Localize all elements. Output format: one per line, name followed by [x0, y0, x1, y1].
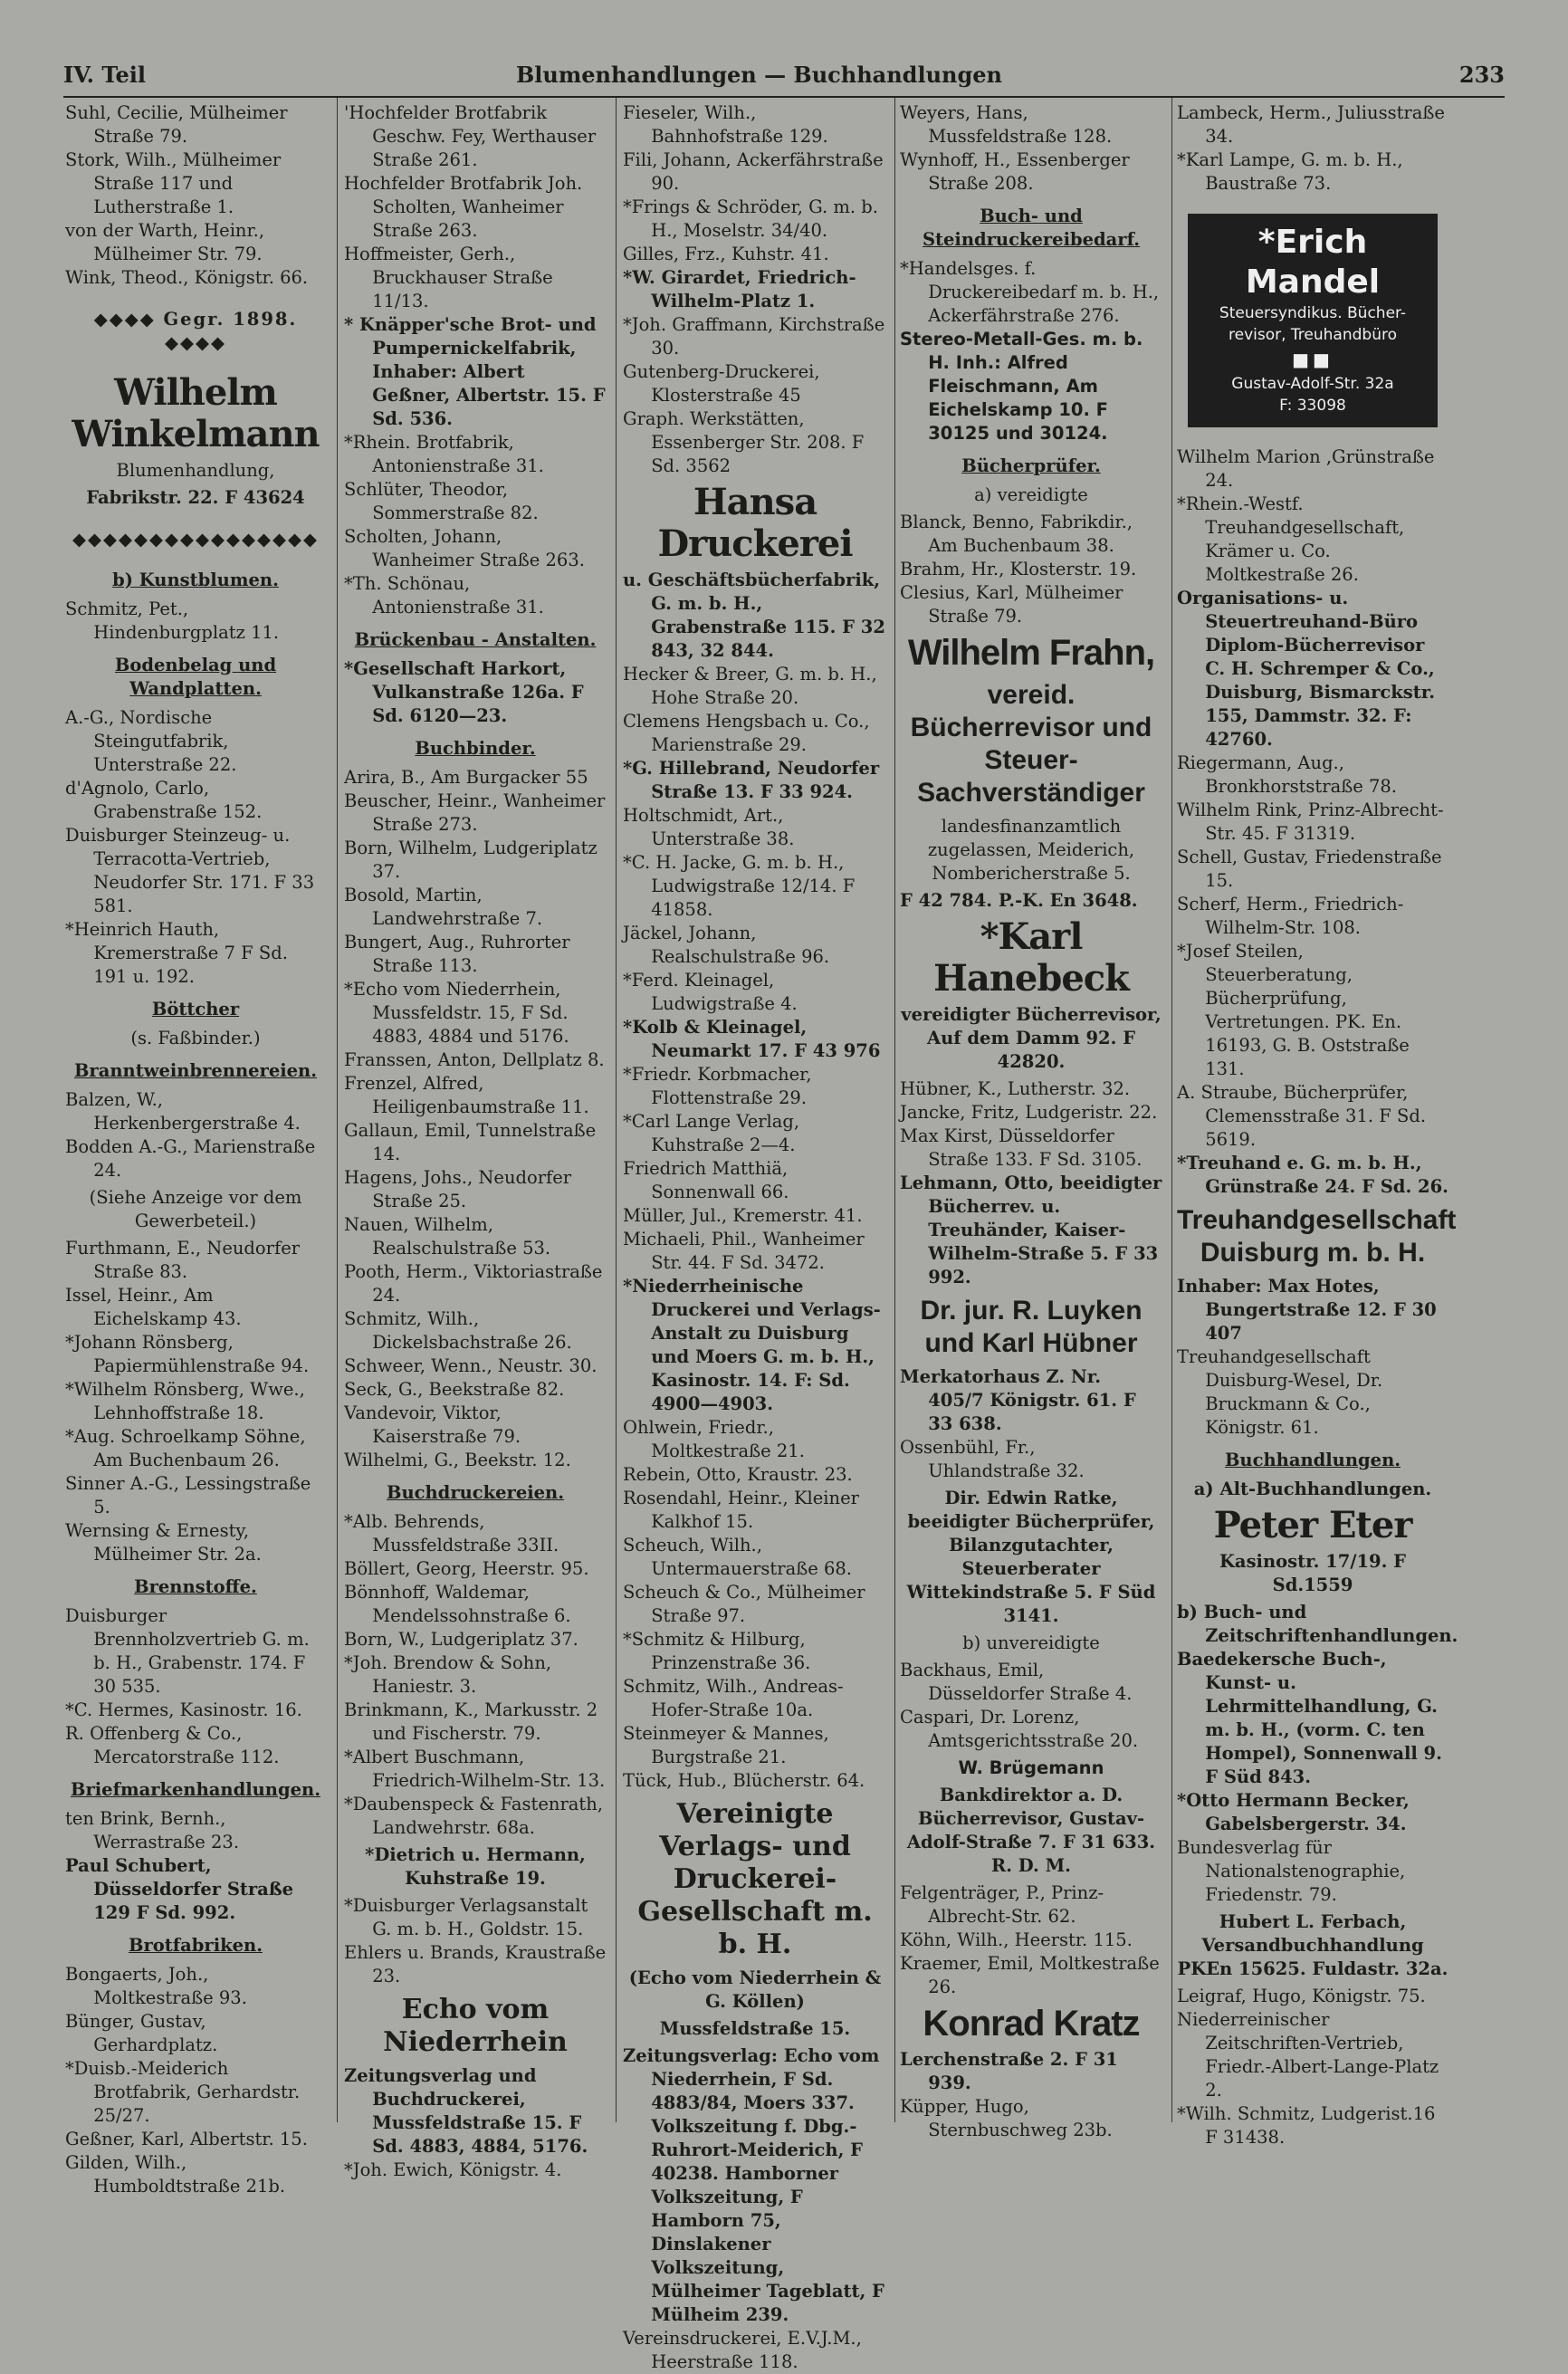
directory-entry: Kraemer, Emil, Moltkestraße 26.	[900, 1953, 1160, 1997]
directory-entry: *Wilhelm Rönsberg, Wwe., Lehnhoffstraße 18.	[65, 1379, 305, 1423]
directory-entry: Frenzel, Alfred, Heiligenbaumstraße 11.	[344, 1073, 589, 1117]
directory-entry: Baedekersche Buch-, Kunst- u. Lehrmittelhandlung, G. m. b. H., (vorm. C. ten Hompel), Sonnenwall 9. F Süd 843.	[1177, 1649, 1442, 1787]
directory-entry: Schmitz, Wilh., Dickelsbachstraße 26.	[344, 1308, 572, 1353]
display-advertisement: Dr. jur. R. Luyken und Karl Hübner	[920, 1296, 1143, 1358]
directory-entry: Scheuch, Wilh., Untermauerstraße 68.	[623, 1535, 852, 1579]
directory-entry: Pooth, Herm., Viktoriastraße 24.	[344, 1261, 603, 1306]
directory-entry: Weyers, Hans, Mussfeldstraße 128.	[900, 102, 1113, 147]
display-advertisement: Wilhelm Winkelmann	[72, 371, 320, 455]
ad-mark: ■■	[1292, 349, 1334, 370]
centered-text: (s. Faßbinder.)	[130, 1028, 261, 1048]
directory-entry: Bodden A.-G., Marienstraße 24.	[65, 1136, 316, 1181]
directory-entry: *Treuhand e. G. m. b. H., Grünstraße 24. F Sd. 26.	[1177, 1153, 1448, 1197]
section-heading: Buchbinder.	[415, 738, 536, 759]
directory-entry: Arira, B., Am Burgacker 55	[344, 767, 588, 788]
column-3	[623, 101, 887, 2372]
directory-entry: Nauen, Wilhelm, Realschulstraße 53.	[344, 1214, 551, 1259]
directory-entry: Bönnhoff, Waldemar, Mendelssohnstraße 6.	[344, 1582, 571, 1626]
directory-entry: Jäckel, Johann, Realschulstraße 96.	[623, 923, 830, 967]
display-advertisement: vereid. Bücherrevisor und Steuer-Sachverständiger	[910, 680, 1152, 808]
section-heading: Böttcher	[151, 999, 240, 1019]
directory-entry: Beuscher, Heinr., Wanheimer Straße 273.	[344, 790, 606, 835]
directory-entry: Zeitungsverlag: Echo vom Niederrhein, F Sd. 4883/84, Moers 337. Volkszeitung f. Dbg.-Ruhrort-Meiderich, F 40238. Hamborner Volkszeitung, F Hamborn 75, Dinslakener Volkszeitung, Mülheimer Tageblatt, F Mülheim 239.	[623, 2045, 884, 2325]
column-divider	[616, 98, 617, 2122]
directory-entry: Ehlers u. Brands, Kraustraße 23.	[344, 1942, 607, 1986]
directory-entry: Ossenbühl, Fr., Uhlandstraße 32.	[900, 1437, 1085, 1481]
directory-entry: Clemens Hengsbach u. Co., Marienstraße 29.	[623, 711, 870, 755]
directory-entry: Stork, Wilh., Mülheimer Straße 117 und Lutherstraße 1.	[65, 149, 282, 217]
display-advertisement: Peter Eter	[1213, 1504, 1412, 1546]
directory-entry: *Duisburger Verlagsanstalt G. m. b. H., Goldstr. 15.	[344, 1895, 588, 1939]
directory-entry: Lerchenstraße 2. F 31 939.	[900, 2049, 1118, 2093]
column-1	[65, 101, 326, 2197]
directory-entry: R. Offenberg & Co., Mercatorstraße 112.	[65, 1723, 280, 1767]
directory-entry: Friedrich Matthiä, Sonnenwall 66.	[623, 1158, 789, 1202]
directory-entry: *Niederrheinische Druckerei und Verlags-Anstalt zu Duisburg und Moers G. m. b. H., Kasinostr. 14. F: Sd. 4900—4903.	[623, 1276, 881, 1414]
directory-entry: Schmitz, Pet., Hindenburgplatz 11.	[65, 598, 280, 643]
directory-entry: Schmitz, Wilh., Andreas-Hofer-Straße 10a.	[623, 1676, 844, 1720]
directory-entry: Born, Wilhelm, Ludgeriplatz 37.	[344, 838, 598, 882]
directory-entry: Bundesverlag für Nationalstenographie, Friedenstr. 79.	[1177, 1837, 1406, 1905]
directory-entry: Graph. Werkstätten, Essenberger Str. 208. F Sd. 3562	[623, 408, 865, 476]
directory-entry: Tück, Hub., Blücherstr. 64.	[623, 1770, 865, 1791]
centered-text: a) Alt-Buchhandlungen.	[1193, 1479, 1432, 1499]
directory-entry: *Friedr. Korbmacher, Flottenstraße 29.	[623, 1064, 812, 1108]
directory-entry: *Alb. Behrends, Mussfeldstraße 33II.	[344, 1511, 559, 1556]
directory-entry: Blanck, Benno, Fabrikdir., Am Buchenbaum 38.	[900, 512, 1133, 556]
directory-entry: Bünger, Gustav, Gerhardplatz.	[65, 2011, 218, 2055]
display-advertisement: Hansa Druckerei	[657, 481, 853, 565]
ad-line: Steuersyndikus. Bücher-	[1219, 304, 1407, 322]
column-5	[1177, 101, 1458, 2148]
section-heading: Buch- und Steindruckereibedarf.	[922, 206, 1141, 250]
part-label: IV. Teil	[63, 62, 146, 88]
directory-entry: Hoffmeister, Gerh., Bruckhauser Straße 11/13.	[344, 244, 553, 311]
directory-entry: Schell, Gustav, Friedenstraße 15.	[1177, 847, 1442, 891]
directory-entry: A.-G., Nordische Steingutfabrik, Unterstraße 22.	[65, 707, 237, 775]
centered-text: (Siehe Anzeige vor dem Gewerbeteil.)	[89, 1187, 302, 1231]
directory-entry: *Heinrich Hauth, Kremerstraße 7 F Sd. 191 u. 192.	[65, 919, 288, 987]
directory-entry: *Josef Steilen, Steuerberatung, Bücherprüfung, Vertretungen. PK. En. 16193, G. B. Oststraße 131.	[1177, 941, 1410, 1079]
display-advertisement: Treuhandgesellschaft Duisburg m. b. H.	[1177, 1205, 1457, 1268]
directory-entry: Bosold, Martin, Landwehrstraße 7.	[344, 885, 543, 929]
directory-entry: Wynhoff, H., Essenberger Straße 208.	[900, 149, 1130, 194]
directory-entry: *Th. Schönau, Antonienstraße 31.	[344, 573, 544, 617]
directory-entry: Paul Schubert, Düsseldorfer Straße 129 F Sd. 992.	[65, 1855, 294, 1923]
directory-entry: Lambeck, Herm., Juliusstraße 34.	[1177, 102, 1445, 147]
directory-entry: *C. H. Jacke, G. m. b. H., Ludwigstraße 12/14. F 41858.	[623, 852, 856, 920]
directory-entry: Duisburger Steinzeug- u. Terracotta-Vertrieb, Neudorfer Str. 171. F 33 581.	[65, 825, 315, 916]
directory-entry: Steinmeyer & Mannes, Burgstraße 21.	[623, 1723, 829, 1767]
directory-entry: Franssen, Anton, Dellplatz 8.	[344, 1049, 605, 1070]
directory-entry: Gilles, Frz., Kuhstr. 41.	[623, 244, 829, 264]
directory-entry: *Frings & Schröder, G. m. b. H., Moselstr. 34/40.	[623, 196, 878, 241]
directory-entry: Inhaber: Max Hotes, Bungertstraße 12. F 30 407	[1177, 1276, 1437, 1344]
directory-entry: Fieseler, Wilh., Bahnhofstraße 129.	[623, 102, 828, 147]
directory-entry: Schweer, Wenn., Neustr. 30.	[344, 1355, 598, 1376]
directory-entry: Vereinsdruckerei, E.V.J.M., Heerstraße 118.	[623, 2328, 862, 2372]
directory-entry: Geßner, Karl, Albertstr. 15.	[65, 2129, 308, 2149]
directory-entry: Scheuch & Co., Mülheimer Straße 97.	[623, 1582, 865, 1626]
directory-entry: u. Geschäftsbücherfabrik, G. m. b. H., Grabenstraße 115. F 32 843, 32 844.	[623, 570, 885, 661]
directory-entry: *Otto Hermann Becker, Gabelsbergerstr. 34.	[1177, 1790, 1410, 1834]
directory-entry: *Handelsges. f. Druckereibedarf m. b. H., Ackerfährstraße 276.	[900, 258, 1160, 326]
centered-text: Bankdirektor a. D. Bücherrevisor, Gustav-Adolf-Straße 7. F 31 633. R. D. M.	[906, 1785, 1156, 1876]
directory-entry: Rosendahl, Heinr., Kleiner Kalkhof 15.	[623, 1488, 859, 1532]
display-advertisement: Wilhelm Frahn,	[907, 633, 1155, 673]
directory-entry: *Albert Buschmann, Friedrich-Wilhelm-Str. 13.	[344, 1747, 606, 1791]
centered-text: Fabrikstr. 22. F 43624	[86, 487, 305, 508]
directory-entry: Hagens, Johs., Neudorfer Straße 25.	[344, 1167, 572, 1211]
directory-entry: Treuhandgesellschaft Duisburg-Wesel, Dr. Bruckmann & Co., Königstr. 61.	[1177, 1346, 1383, 1438]
centered-text: landesfinanzamtlich zugelassen, Meiderich, Nombericherstraße 5.	[927, 816, 1135, 884]
ad-address: Gustav-Adolf-Str. 32a	[1231, 375, 1394, 393]
directory-entry: Leigraf, Hugo, Königstr. 75.	[1177, 1986, 1426, 2006]
directory-entry: Issel, Heinr., Am Eichelskamp 43.	[65, 1285, 242, 1329]
directory-entry: Küpper, Hugo, Sternbuschweg 23b.	[900, 2096, 1113, 2140]
centered-text: Kasinostr. 17/19. F Sd.1559	[1219, 1551, 1407, 1595]
directory-entry: Bongaerts, Joh., Moltkestraße 93.	[65, 1964, 247, 2008]
directory-entry: *Kolb & Kleinagel, Neumarkt 17. F 43 976	[623, 1017, 881, 1061]
column-2	[344, 101, 607, 2180]
directory-entry: Zeitungsverlag und Buchdruckerei, Mussfeldstraße 15. F Sd. 4883, 4884, 5176.	[344, 2065, 588, 2157]
directory-entry: Hochfelder Brotfabrik Joh. Scholten, Wanheimer Straße 263.	[344, 173, 583, 241]
directory-entry: *Aug. Schroelkamp Söhne, Am Buchenbaum 26.	[65, 1426, 306, 1470]
directory-entry: von der Warth, Heinr., Mülheimer Str. 79.	[65, 220, 265, 264]
directory-entry: *Rhein.-Westf. Treuhandgesellschaft, Krämer u. Co. Moltkestraße 26.	[1177, 493, 1405, 585]
centered-text: (Echo vom Niederrhein & G. Köllen)	[628, 1967, 882, 2012]
directory-entry: *C. Hermes, Kasinostr. 16.	[65, 1699, 302, 1720]
column-divider	[337, 98, 338, 2122]
directory-entry: Riegermann, Aug., Bronkhorststraße 78.	[1177, 752, 1397, 797]
directory-entry: *Duisb.-Meiderich Brotfabrik, Gerhardstr. 25/27.	[65, 2058, 301, 2126]
directory-entry: Sinner A.-G., Lessingstraße 5.	[65, 1473, 311, 1517]
directory-entry: Organisations- u. Steuertreuhand-Büro Diplom-Bücherrevisor C. H. Schremper & Co., Duisburg, Bismarckstr. 155, Dammstr. 32. F: 42760.	[1177, 588, 1436, 750]
directory-entry: Gilden, Wilh., Humboldtstraße 21b.	[65, 2152, 286, 2197]
directory-entry: Holtschmidt, Art., Unterstraße 38.	[623, 805, 795, 849]
section-heading: Buchhandlungen.	[1224, 1450, 1401, 1470]
directory-entry: *Joh. Brendow & Sohn, Haniestr. 3.	[344, 1652, 552, 1697]
directory-entry: Brinkmann, K., Markusstr. 2 und Fischerstr. 79.	[344, 1699, 598, 1744]
display-advertisement: Konrad Kratz	[923, 2004, 1140, 2044]
directory-entry: Balzen, W., Herkenbergerstraße 4.	[65, 1089, 301, 1134]
section-heading: b) Kunstblumen.	[112, 570, 279, 590]
ad-name: *Erich Mandel	[1245, 224, 1381, 301]
display-advertisement: Vereinigte Verlags- und Druckerei-Gesellschaft m. b. H.	[637, 1798, 873, 1960]
directory-entry: *Joh. Ewich, Königstr. 4.	[344, 2159, 562, 2180]
directory-entry: Stereo-Metall-Ges. m. b. H. Inh.: Alfred Fleischmann, Am Eichelskamp 10. F 30125 und 30124.	[900, 329, 1143, 444]
directory-entry: Wink, Theod., Königstr. 66.	[65, 267, 309, 288]
directory-entry: Vandevoir, Viktor, Kaiserstraße 79.	[344, 1402, 521, 1447]
ornament-line: ◆◆◆◆◆◆◆◆◆◆◆◆◆◆◆◆	[72, 528, 319, 550]
centered-text: Hubert L. Ferbach, Versandbuchhandlung PKEn 15625. Fuldastr. 32a.	[1177, 1911, 1448, 1979]
page-number: 233	[1458, 62, 1505, 88]
directory-entry: *Johann Rönsberg, Papiermühlenstraße 94.	[65, 1332, 310, 1376]
directory-entry: Scherf, Herm., Friedrich-Wilhelm-Str. 108.	[1177, 894, 1404, 938]
directory-entry: Backhaus, Emil, Düsseldorfer Straße 4.	[900, 1660, 1133, 1704]
directory-entry: ten Brink, Bernh., Werrastraße 23.	[65, 1808, 240, 1852]
boxed-advertisement	[1188, 214, 1438, 427]
section-heading: Brotfabriken.	[129, 1935, 263, 1956]
directory-entry: Rebein, Otto, Kraustr. 23.	[623, 1464, 853, 1485]
ad-phone: F: 33098	[1279, 397, 1346, 415]
directory-entry: Gallaun, Emil, Tunnelstraße 14.	[344, 1120, 597, 1164]
directory-entry: Müller, Jul., Kremerstr. 41.	[623, 1205, 863, 1226]
section-heading: Buchdruckereien.	[386, 1482, 565, 1503]
directory-entry: *G. Hillebrand, Neudorfer Straße 13. F 33 924.	[623, 758, 880, 802]
section-heading: Brennstoffe.	[134, 1576, 257, 1597]
directory-entry: Lehmann, Otto, beeidigter Bücherrev. u. Treuhänder, Kaiser-Wilhelm-Straße 5. F 33 992.	[900, 1173, 1162, 1288]
directory-entry: Bungert, Aug., Ruhrorter Straße 113.	[344, 932, 570, 976]
directory-entry: b) Buch- und Zeitschriftenhandlungen.	[1177, 1602, 1458, 1646]
column-4	[900, 101, 1162, 2140]
directory-entry: Wilhelm Rink, Prinz-Albrecht-Str. 45. F 31319.	[1177, 799, 1444, 844]
column-divider	[894, 98, 895, 2122]
directory-entry: Max Kirst, Düsseldorfer Straße 133. F Sd. 3105.	[900, 1125, 1143, 1170]
directory-entry: Felgenträger, P., Prinz-Albrecht-Str. 62.	[900, 1882, 1104, 1927]
directory-entry: *Rhein. Brotfabrik, Antonienstraße 31.	[344, 432, 544, 476]
directory-entry: *Gesellschaft Harkort, Vulkanstraße 126a. F Sd. 6120—23.	[344, 658, 584, 726]
directory-entry: *Joh. Graffmann, Kirchstraße 30.	[623, 314, 885, 359]
section-heading: Briefmarkenhandlungen.	[71, 1779, 320, 1800]
display-advertisement: Echo vom Niederrhein	[383, 1994, 568, 2058]
directory-entry: *Ferd. Kleinagel, Ludwigstraße 4.	[623, 970, 798, 1014]
ad-line: revisor, Treuhandbüro	[1229, 326, 1397, 344]
directory-entry: Hecker & Breer, G. m. b. H., Hohe Straße 20.	[623, 664, 877, 708]
directory-entry: Wernsing & Ernesty, Mülheimer Str. 2a.	[65, 1520, 262, 1565]
centered-text: Dir. Edwin Ratke, beeidigter Bücherprüfer, Bilanzgutachter, Steuerberater Wittekindstraße 5. F Süd 3141.	[906, 1488, 1156, 1626]
directory-entry: Scholten, Johann, Wanheimer Straße 263.	[344, 526, 585, 570]
directory-entry: Köhn, Wilh., Heerstr. 115.	[900, 1929, 1133, 1950]
directory-entry: Fili, Johann, Ackerfährstraße 90.	[623, 149, 884, 194]
directory-entry: *Wilh. Schmitz, Ludgerist.16 F 31438.	[1177, 2103, 1436, 2148]
header-rule	[63, 96, 1505, 98]
centered-text: Mussfeldstraße 15.	[659, 2018, 851, 2039]
display-advertisement: *Karl Hanebeck	[933, 915, 1129, 1000]
centered-text: b) unvereidigte	[962, 1632, 1100, 1653]
section-heading: Branntweinbrennereien.	[73, 1060, 318, 1081]
page-header	[63, 62, 1505, 94]
directory-entry: A. Straube, Bücherprüfer, Clemensstraße 31. F Sd. 5619.	[1177, 1082, 1427, 1150]
centered-text: Blumenhandlung,	[116, 460, 275, 481]
directory-entry: Merkatorhaus Z. Nr. 405/7 Königstr. 61. F 33 638.	[900, 1366, 1136, 1434]
directory-entry: Ohlwein, Friedr., Moltkestraße 21.	[623, 1417, 805, 1461]
directory-entry: Niederreinischer Zeitschriften-Vertrieb, Friedr.-Albert-Lange-Platz 2.	[1177, 2009, 1439, 2101]
centered-text: W. Brügemann	[958, 1757, 1104, 1778]
section-heading: Bodenbelag und Wandplatten.	[114, 655, 277, 699]
directory-entry: Jancke, Fritz, Ludgeristr. 22.	[900, 1102, 1158, 1123]
column-divider	[1171, 98, 1172, 2122]
directory-entry: Clesius, Karl, Mülheimer Straße 79.	[900, 582, 1123, 627]
directory-entry: *Daubenspeck & Fastenrath, Landwehrstr. 68a.	[344, 1794, 603, 1838]
directory-entry: Hübner, K., Lutherstr. 32.	[900, 1078, 1131, 1099]
directory-entry: Schlüter, Theodor, Sommerstraße 82.	[344, 479, 539, 523]
directory-entry: * Knäpper'sche Brot- und Pumpernickelfabrik, Inhaber: Albert Geßner, Albertstr. 15. F Sd. 536.	[344, 314, 606, 429]
directory-entry: Gutenberg-Druckerei, Klosterstraße 45	[623, 361, 820, 406]
centered-text: *Dietrich u. Hermann, Kuhstraße 19.	[365, 1844, 586, 1889]
running-title: Blumenhandlungen — Buchhandlungen	[516, 62, 1002, 88]
directory-entry: Michaeli, Phil., Wanheimer Str. 44. F Sd. 3472.	[623, 1229, 865, 1273]
directory-entry: Brahm, Hr., Klosterstr. 19.	[900, 559, 1137, 579]
centered-text: vereidigter Bücherrevisor, Auf dem Damm 92. F 42820.	[901, 1004, 1162, 1072]
directory-entry: *Echo vom Niederrhein, Mussfeldstr. 15, F Sd. 4883, 4884 und 5176.	[344, 979, 569, 1047]
directory-entry: Böllert, Georg, Heerstr. 95.	[344, 1558, 589, 1579]
directory-entry: *W. Girardet, Friedrich-Wilhelm-Platz 1.	[623, 267, 856, 311]
directory-entry: F 42 784. P.-K. En 3648.	[900, 890, 1138, 911]
directory-entry: Wilhelm Marion ,Grünstraße 24.	[1177, 446, 1435, 491]
centered-text: a) vereidigte	[974, 484, 1088, 505]
directory-entry: Duisburger Brennholzvertrieb G. m. b. H., Grabenstr. 174. F 30 535.	[65, 1605, 310, 1697]
section-heading: Brückenbau - Anstalten.	[354, 629, 597, 650]
directory-entry: *Karl Lampe, G. m. b. H., Baustraße 73.	[1177, 149, 1403, 194]
directory-entry: Furthmann, E., Neudorfer Straße 83.	[65, 1238, 301, 1282]
directory-entry: *Schmitz & Hilburg, Prinzenstraße 36.	[623, 1629, 811, 1673]
directory-entry: 'Hochfelder Brotfabrik Geschw. Fey, Werthauser Straße 261.	[344, 102, 597, 170]
section-heading: Bücherprüfer.	[961, 455, 1101, 476]
directory-entry: *Carl Lange Verlag, Kuhstraße 2—4.	[623, 1111, 800, 1155]
directory-entry: Born, W., Ludgeriplatz 37.	[344, 1629, 578, 1650]
directory-entry: d'Agnolo, Carlo, Grabenstraße 152.	[65, 778, 263, 822]
directory-entry: Caspari, Dr. Lorenz, Amtsgerichtsstraße 20.	[900, 1707, 1139, 1751]
directory-entry: Seck, G., Beekstraße 82.	[344, 1379, 565, 1400]
directory-entry: Wilhelmi, G., Beekstr. 12.	[344, 1450, 571, 1470]
ornament-line: ◆◆◆◆ Gegr. 1898. ◆◆◆◆	[93, 308, 298, 353]
directory-entry: Suhl, Cecilie, Mülheimer Straße 79.	[65, 102, 288, 147]
